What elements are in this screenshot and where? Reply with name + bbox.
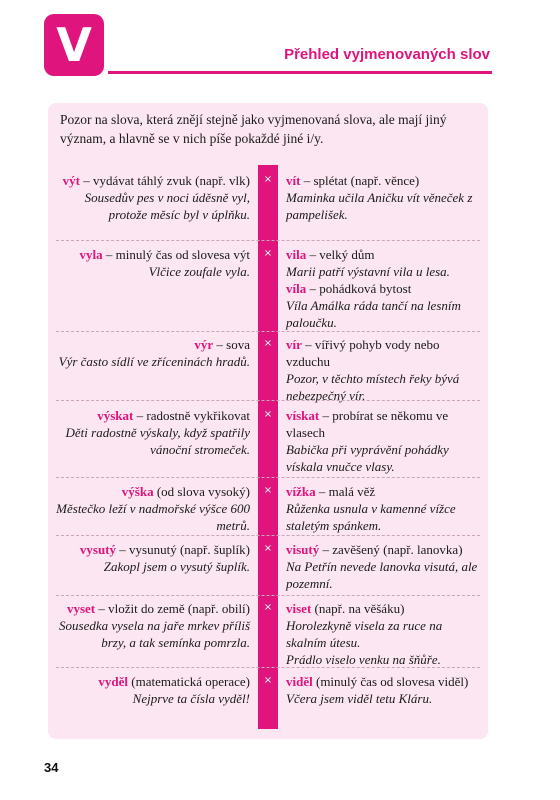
right-entry-0: vít – splétat (např. věnce) Maminka učila Aničku vít věneček z pampelišek. bbox=[286, 173, 473, 222]
letter-badge: V bbox=[44, 14, 104, 76]
left-entry-3: výskat – radostně vykřikovat Děti radostně výskaly, když spatřily vánoční stromeček. bbox=[65, 408, 250, 457]
x-separator-icon: × bbox=[263, 409, 273, 420]
x-separator-icon: × bbox=[263, 248, 273, 259]
left-entry-0: výt – vydávat táhlý zvuk (např. vlk) Sousedův pes v noci úděsně vyl, protože měsíc byl v úplňku. bbox=[62, 173, 250, 222]
row-divider bbox=[56, 535, 480, 536]
row-divider bbox=[56, 595, 480, 596]
right-entry-1: vila – velký dům Marii patří výstavní vila u lesa. víla – pohádková bytost Víla Amálka ráda tančí na lesním paloučku. bbox=[286, 247, 461, 330]
intro-text: Pozor na slova, která znějí stejně jako vyjmenovaná slova, ale mají jiný význam, a hlavně se v nich píše pokaždé jiné i/y. bbox=[60, 112, 447, 146]
x-separator-icon: × bbox=[263, 338, 273, 349]
page-title: Přehled vyjmenovaných slov bbox=[284, 46, 490, 63]
left-entry-2: výr – sova Výr často sídlí ve zříceninách hradů. bbox=[58, 337, 250, 369]
left-entry-6: vyset – vložit do země (např. obilí) Sousedka vysela na jaře mrkev příliš brzy, a tak semínka pomrzla. bbox=[59, 601, 250, 650]
row-divider bbox=[56, 240, 480, 241]
right-entry-5: visutý – zavěšený (např. lanovka) Na Petřín nevede lanovka visutá, ale pozemní. bbox=[286, 542, 478, 591]
left-entry-1: vyla – minulý čas od slovesa výt Vlčice zoufale vyla. bbox=[79, 247, 250, 279]
row-divider bbox=[56, 331, 480, 332]
row-divider bbox=[56, 400, 480, 401]
left-entry-5: vysutý – vysunutý (např. šuplík) Zakopl jsem o vysutý šuplík. bbox=[79, 542, 250, 574]
page-number: 34 bbox=[44, 760, 59, 775]
right-entry-4: vížka – malá věž Růženka usnula v kamenné vížce staletým spánkem. bbox=[286, 484, 456, 533]
x-separator-icon: × bbox=[263, 602, 273, 613]
left-entry-7: vyděl (matematická operace) Nejprve ta čísla vyděl! bbox=[98, 674, 250, 706]
title-underline bbox=[108, 71, 492, 74]
right-entry-6: viset (např. na věšáku) Horolezkyně visela za ruce na skalním útesu. Prádlo viselo venku na šňůře. bbox=[286, 601, 443, 667]
x-separator-icon: × bbox=[263, 543, 273, 554]
left-entry-4: výška (od slova vysoký) Městečko leží v nadmořské výšce 600 metrů. bbox=[56, 484, 250, 533]
word-comparison-table bbox=[56, 165, 480, 729]
x-separator-icon: × bbox=[263, 675, 273, 686]
row-divider bbox=[56, 667, 480, 668]
x-separator-icon: × bbox=[263, 174, 273, 185]
right-entry-7: viděl (minulý čas od slovesa viděl) Včera jsem viděl tetu Kláru. bbox=[286, 674, 469, 706]
row-divider bbox=[56, 477, 480, 478]
right-entry-3: vískat – probírat se někomu ve vlasech Babička při vyprávění pohádky vískala vnučce vlasy. bbox=[286, 408, 449, 474]
right-entry-2: vír – vířivý pohyb vody nebo vzduchu Pozor, v těchto místech řeky bývá nebezpečný vír. bbox=[286, 337, 460, 403]
x-separator-icon: × bbox=[263, 485, 273, 496]
